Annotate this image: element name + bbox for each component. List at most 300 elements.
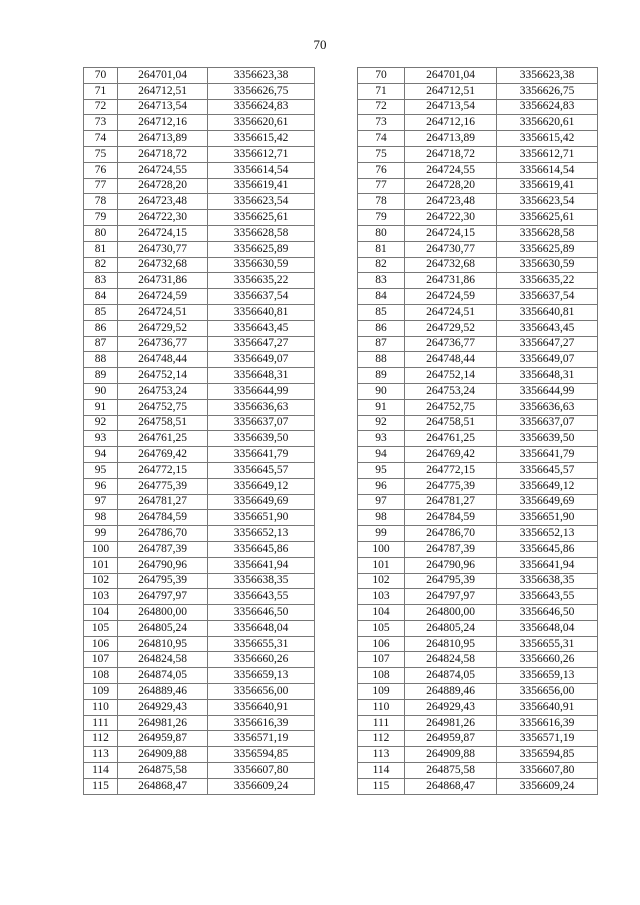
x-coordinate-cell: 264752,75 [405,399,497,415]
table-row [358,336,598,352]
point-number-cell: 70 [358,68,405,84]
x-coordinate-cell: 264723,48 [405,194,497,210]
table-row [84,605,315,621]
table-row [358,684,598,700]
x-coordinate-cell: 264775,39 [118,478,208,494]
y-coordinate-cell: 3356649,12 [208,478,315,494]
y-coordinate-cell: 3356649,07 [497,352,598,368]
point-number-cell: 75 [84,146,118,162]
point-number-cell: 86 [358,320,405,336]
point-number-cell: 90 [358,383,405,399]
y-coordinate-cell: 3356571,19 [497,731,598,747]
point-number-cell: 84 [84,289,118,305]
table-row [358,620,598,636]
y-coordinate-cell: 3356643,55 [208,589,315,605]
point-number-cell: 93 [358,431,405,447]
point-number-cell: 78 [84,194,118,210]
x-coordinate-cell: 264959,87 [405,731,497,747]
table-row [358,668,598,684]
x-coordinate-cell: 264781,27 [118,494,208,510]
point-number-cell: 105 [84,620,118,636]
x-coordinate-cell: 264805,24 [118,620,208,636]
x-coordinate-cell: 264731,86 [405,273,497,289]
table-row [84,747,315,763]
point-number-cell: 79 [358,210,405,226]
x-coordinate-cell: 264805,24 [405,620,497,636]
table-row [84,273,315,289]
point-number-cell: 73 [84,115,118,131]
point-number-cell: 110 [84,699,118,715]
point-number-cell: 98 [358,510,405,526]
x-coordinate-cell: 264736,77 [118,336,208,352]
table-row [358,778,598,794]
y-coordinate-cell: 3356614,54 [208,162,315,178]
table-row [358,257,598,273]
table-row [358,510,598,526]
y-coordinate-cell: 3356648,04 [208,620,315,636]
y-coordinate-cell: 3356619,41 [497,178,598,194]
table-row [84,210,315,226]
y-coordinate-cell: 3356648,31 [497,368,598,384]
table-row [84,83,315,99]
y-coordinate-cell: 3356612,71 [497,146,598,162]
y-coordinate-cell: 3356647,27 [208,336,315,352]
point-number-cell: 99 [358,526,405,542]
x-coordinate-cell: 264752,14 [118,368,208,384]
x-coordinate-cell: 264786,70 [405,526,497,542]
table-row [358,225,598,241]
y-coordinate-cell: 3356630,59 [208,257,315,273]
y-coordinate-cell: 3356640,81 [208,304,315,320]
point-number-cell: 104 [84,605,118,621]
point-number-cell: 106 [358,636,405,652]
y-coordinate-cell: 3356607,80 [497,763,598,779]
point-number-cell: 105 [358,620,405,636]
point-number-cell: 83 [84,273,118,289]
table-row [84,715,315,731]
x-coordinate-cell: 264730,77 [405,241,497,257]
y-coordinate-cell: 3356628,58 [497,225,598,241]
x-coordinate-cell: 264724,59 [405,289,497,305]
page-number: 70 [313,37,327,52]
y-coordinate-cell: 3356659,13 [497,668,598,684]
point-number-cell: 75 [358,146,405,162]
point-number-cell: 94 [358,447,405,463]
x-coordinate-cell: 264728,20 [118,178,208,194]
x-coordinate-cell: 264724,15 [118,225,208,241]
x-coordinate-cell: 264784,59 [118,510,208,526]
y-coordinate-cell: 3356638,35 [208,573,315,589]
y-coordinate-cell: 3356637,54 [208,289,315,305]
x-coordinate-cell: 264724,55 [118,162,208,178]
point-number-cell: 86 [84,320,118,336]
table-row [358,541,598,557]
point-number-cell: 81 [84,241,118,257]
x-coordinate-cell: 264728,20 [405,178,497,194]
point-number-cell: 95 [84,462,118,478]
table-row [358,115,598,131]
x-coordinate-cell: 264795,39 [118,573,208,589]
y-coordinate-cell: 3356625,89 [497,241,598,257]
point-number-cell: 101 [358,557,405,573]
table-row [358,162,598,178]
y-coordinate-cell: 3356640,91 [497,699,598,715]
x-coordinate-cell: 264874,05 [405,668,497,684]
x-coordinate-cell: 264875,58 [405,763,497,779]
y-coordinate-cell: 3356648,04 [497,620,598,636]
table-row [358,447,598,463]
y-coordinate-cell: 3356652,13 [208,526,315,542]
y-coordinate-cell: 3356594,85 [497,747,598,763]
table-row [84,589,315,605]
point-number-cell: 90 [84,383,118,399]
y-coordinate-cell: 3356623,38 [497,68,598,84]
point-number-cell: 82 [358,257,405,273]
y-coordinate-cell: 3356635,22 [208,273,315,289]
point-number-cell: 76 [358,162,405,178]
y-coordinate-cell: 3356609,24 [208,778,315,794]
table-row [84,289,315,305]
y-coordinate-cell: 3356623,54 [497,194,598,210]
x-coordinate-cell: 264712,16 [405,115,497,131]
table-row [84,99,315,115]
point-number-cell: 112 [358,731,405,747]
table-row [358,526,598,542]
x-coordinate-cell: 264724,59 [118,289,208,305]
table-row [84,146,315,162]
table-row [358,83,598,99]
point-number-cell: 74 [84,131,118,147]
y-coordinate-cell: 3356645,57 [497,462,598,478]
table-row [358,605,598,621]
point-number-cell: 94 [84,447,118,463]
table-row [84,352,315,368]
x-coordinate-cell: 264790,96 [118,557,208,573]
point-number-cell: 71 [358,83,405,99]
point-number-cell: 111 [84,715,118,731]
x-coordinate-cell: 264981,26 [118,715,208,731]
x-coordinate-cell: 264981,26 [405,715,497,731]
x-coordinate-cell: 264758,51 [405,415,497,431]
point-number-cell: 97 [358,494,405,510]
x-coordinate-cell: 264761,25 [118,431,208,447]
y-coordinate-cell: 3356626,75 [208,83,315,99]
y-coordinate-cell: 3356630,59 [497,257,598,273]
point-number-cell: 103 [358,589,405,605]
table-row [358,573,598,589]
table-row [84,178,315,194]
x-coordinate-cell: 264775,39 [405,478,497,494]
y-coordinate-cell: 3356637,07 [208,415,315,431]
point-number-cell: 80 [358,225,405,241]
table-row [84,573,315,589]
x-coordinate-cell: 264732,68 [405,257,497,273]
point-number-cell: 104 [358,605,405,621]
x-coordinate-cell: 264713,89 [118,131,208,147]
table-row [358,731,598,747]
point-number-cell: 77 [84,178,118,194]
table-row [358,304,598,320]
point-number-cell: 72 [84,99,118,115]
point-number-cell: 106 [84,636,118,652]
table-row [84,652,315,668]
x-coordinate-cell: 264800,00 [118,605,208,621]
x-coordinate-cell: 264874,05 [118,668,208,684]
table-row [358,636,598,652]
point-number-cell: 73 [358,115,405,131]
x-coordinate-cell: 264784,59 [405,510,497,526]
table-row [358,99,598,115]
x-coordinate-cell: 264732,68 [118,257,208,273]
y-coordinate-cell: 3356616,39 [208,715,315,731]
point-number-cell: 70 [84,68,118,84]
y-coordinate-cell: 3356648,31 [208,368,315,384]
point-number-cell: 72 [358,99,405,115]
y-coordinate-cell: 3356652,13 [497,526,598,542]
point-number-cell: 88 [358,352,405,368]
point-number-cell: 102 [84,573,118,589]
x-coordinate-cell: 264712,51 [118,83,208,99]
x-coordinate-cell: 264712,51 [405,83,497,99]
table-row [84,131,315,147]
point-number-cell: 91 [358,399,405,415]
x-coordinate-cell: 264758,51 [118,415,208,431]
point-number-cell: 113 [358,747,405,763]
point-number-cell: 108 [358,668,405,684]
table-row [84,557,315,573]
x-coordinate-cell: 264718,72 [405,146,497,162]
y-coordinate-cell: 3356659,13 [208,668,315,684]
point-number-cell: 79 [84,210,118,226]
table-row [84,731,315,747]
x-coordinate-cell: 264786,70 [118,526,208,542]
point-number-cell: 85 [358,304,405,320]
x-coordinate-cell: 264729,52 [405,320,497,336]
y-coordinate-cell: 3356641,94 [497,557,598,573]
x-coordinate-cell: 264713,89 [405,131,497,147]
x-coordinate-cell: 264730,77 [118,241,208,257]
point-number-cell: 87 [358,336,405,352]
x-coordinate-cell: 264810,95 [118,636,208,652]
table-row [84,668,315,684]
x-coordinate-cell: 264875,58 [118,763,208,779]
point-number-cell: 102 [358,573,405,589]
table-row [358,557,598,573]
point-number-cell: 115 [358,778,405,794]
point-number-cell: 83 [358,273,405,289]
point-number-cell: 92 [358,415,405,431]
point-number-cell: 80 [84,225,118,241]
y-coordinate-cell: 3356628,58 [208,225,315,241]
y-coordinate-cell: 3356637,54 [497,289,598,305]
table-row [358,273,598,289]
point-number-cell: 110 [358,699,405,715]
table-row [84,304,315,320]
x-coordinate-cell: 264889,46 [118,684,208,700]
x-coordinate-cell: 264736,77 [405,336,497,352]
y-coordinate-cell: 3356649,69 [208,494,315,510]
y-coordinate-cell: 3356625,89 [208,241,315,257]
x-coordinate-cell: 264701,04 [405,68,497,84]
table-row [358,415,598,431]
y-coordinate-cell: 3356643,55 [497,589,598,605]
point-number-cell: 97 [84,494,118,510]
table-row [358,399,598,415]
y-coordinate-cell: 3356639,50 [497,431,598,447]
table-row [84,478,315,494]
table-row [358,320,598,336]
x-coordinate-cell: 264701,04 [118,68,208,84]
table-row [84,526,315,542]
table-row [84,336,315,352]
point-number-cell: 77 [358,178,405,194]
x-coordinate-cell: 264797,97 [118,589,208,605]
x-coordinate-cell: 264718,72 [118,146,208,162]
x-coordinate-cell: 264929,43 [405,699,497,715]
x-coordinate-cell: 264790,96 [405,557,497,573]
y-coordinate-cell: 3356651,90 [497,510,598,526]
table-row [358,289,598,305]
point-number-cell: 95 [358,462,405,478]
x-coordinate-cell: 264761,25 [405,431,497,447]
x-coordinate-cell: 264959,87 [118,731,208,747]
point-number-cell: 89 [84,368,118,384]
point-number-cell: 93 [84,431,118,447]
y-coordinate-cell: 3356641,94 [208,557,315,573]
table-row [358,589,598,605]
y-coordinate-cell: 3356660,26 [208,652,315,668]
table-row [84,778,315,794]
y-coordinate-cell: 3356609,24 [497,778,598,794]
y-coordinate-cell: 3356644,99 [497,383,598,399]
point-number-cell: 111 [358,715,405,731]
x-coordinate-cell: 264772,15 [405,462,497,478]
table-row [84,447,315,463]
y-coordinate-cell: 3356636,63 [208,399,315,415]
x-coordinate-cell: 264909,88 [405,747,497,763]
point-number-cell: 101 [84,557,118,573]
table-row [84,763,315,779]
table-row [84,415,315,431]
table-row [358,431,598,447]
point-number-cell: 91 [84,399,118,415]
x-coordinate-cell: 264712,16 [118,115,208,131]
y-coordinate-cell: 3356655,31 [208,636,315,652]
y-coordinate-cell: 3356638,35 [497,573,598,589]
y-coordinate-cell: 3356612,71 [208,146,315,162]
x-coordinate-cell: 264724,15 [405,225,497,241]
table-row [84,510,315,526]
x-coordinate-cell: 264929,43 [118,699,208,715]
x-coordinate-cell: 264787,39 [118,541,208,557]
y-coordinate-cell: 3356645,57 [208,462,315,478]
x-coordinate-cell: 264722,30 [405,210,497,226]
x-coordinate-cell: 264722,30 [118,210,208,226]
y-coordinate-cell: 3356607,80 [208,763,315,779]
y-coordinate-cell: 3356643,45 [208,320,315,336]
table-row [84,368,315,384]
point-number-cell: 99 [84,526,118,542]
y-coordinate-cell: 3356646,50 [497,605,598,621]
point-number-cell: 85 [84,304,118,320]
point-number-cell: 74 [358,131,405,147]
y-coordinate-cell: 3356626,75 [497,83,598,99]
table-row [358,368,598,384]
x-coordinate-cell: 264752,14 [405,368,497,384]
point-number-cell: 87 [84,336,118,352]
x-coordinate-cell: 264724,55 [405,162,497,178]
x-coordinate-cell: 264868,47 [405,778,497,794]
y-coordinate-cell: 3356620,61 [208,115,315,131]
table-row [84,162,315,178]
table-row [358,494,598,510]
x-coordinate-cell: 264752,75 [118,399,208,415]
y-coordinate-cell: 3356649,69 [497,494,598,510]
y-coordinate-cell: 3356635,22 [497,273,598,289]
y-coordinate-cell: 3356655,31 [497,636,598,652]
y-coordinate-cell: 3356660,26 [497,652,598,668]
table-row [84,431,315,447]
x-coordinate-cell: 264781,27 [405,494,497,510]
x-coordinate-cell: 264748,44 [118,352,208,368]
table-row [84,115,315,131]
x-coordinate-cell: 264868,47 [118,778,208,794]
x-coordinate-cell: 264753,24 [405,383,497,399]
point-number-cell: 88 [84,352,118,368]
y-coordinate-cell: 3356641,79 [208,447,315,463]
x-coordinate-cell: 264713,54 [118,99,208,115]
x-coordinate-cell: 264800,00 [405,605,497,621]
y-coordinate-cell: 3356623,38 [208,68,315,84]
point-number-cell: 114 [84,763,118,779]
x-coordinate-cell: 264729,52 [118,320,208,336]
point-number-cell: 107 [358,652,405,668]
table-row [84,541,315,557]
y-coordinate-cell: 3356645,86 [497,541,598,557]
point-number-cell: 82 [84,257,118,273]
x-coordinate-cell: 264810,95 [405,636,497,652]
point-number-cell: 108 [84,668,118,684]
y-coordinate-cell: 3356571,19 [208,731,315,747]
table-row [84,684,315,700]
table-row [358,383,598,399]
table-row [358,241,598,257]
table-row [358,478,598,494]
x-coordinate-cell: 264787,39 [405,541,497,557]
table-row [358,747,598,763]
table-row [84,241,315,257]
y-coordinate-cell: 3356594,85 [208,747,315,763]
point-number-cell: 107 [84,652,118,668]
x-coordinate-cell: 264724,51 [405,304,497,320]
point-number-cell: 78 [358,194,405,210]
point-number-cell: 100 [84,541,118,557]
table-row [84,383,315,399]
point-number-cell: 113 [84,747,118,763]
x-coordinate-cell: 264824,58 [118,652,208,668]
point-number-cell: 92 [84,415,118,431]
table-row [84,257,315,273]
table-row [84,399,315,415]
point-number-cell: 109 [358,684,405,700]
y-coordinate-cell: 3356651,90 [208,510,315,526]
y-coordinate-cell: 3356614,54 [497,162,598,178]
point-number-cell: 96 [84,478,118,494]
x-coordinate-cell: 264753,24 [118,383,208,399]
table-row [358,352,598,368]
coordinates-table-left [83,67,315,795]
table-row [84,68,315,84]
